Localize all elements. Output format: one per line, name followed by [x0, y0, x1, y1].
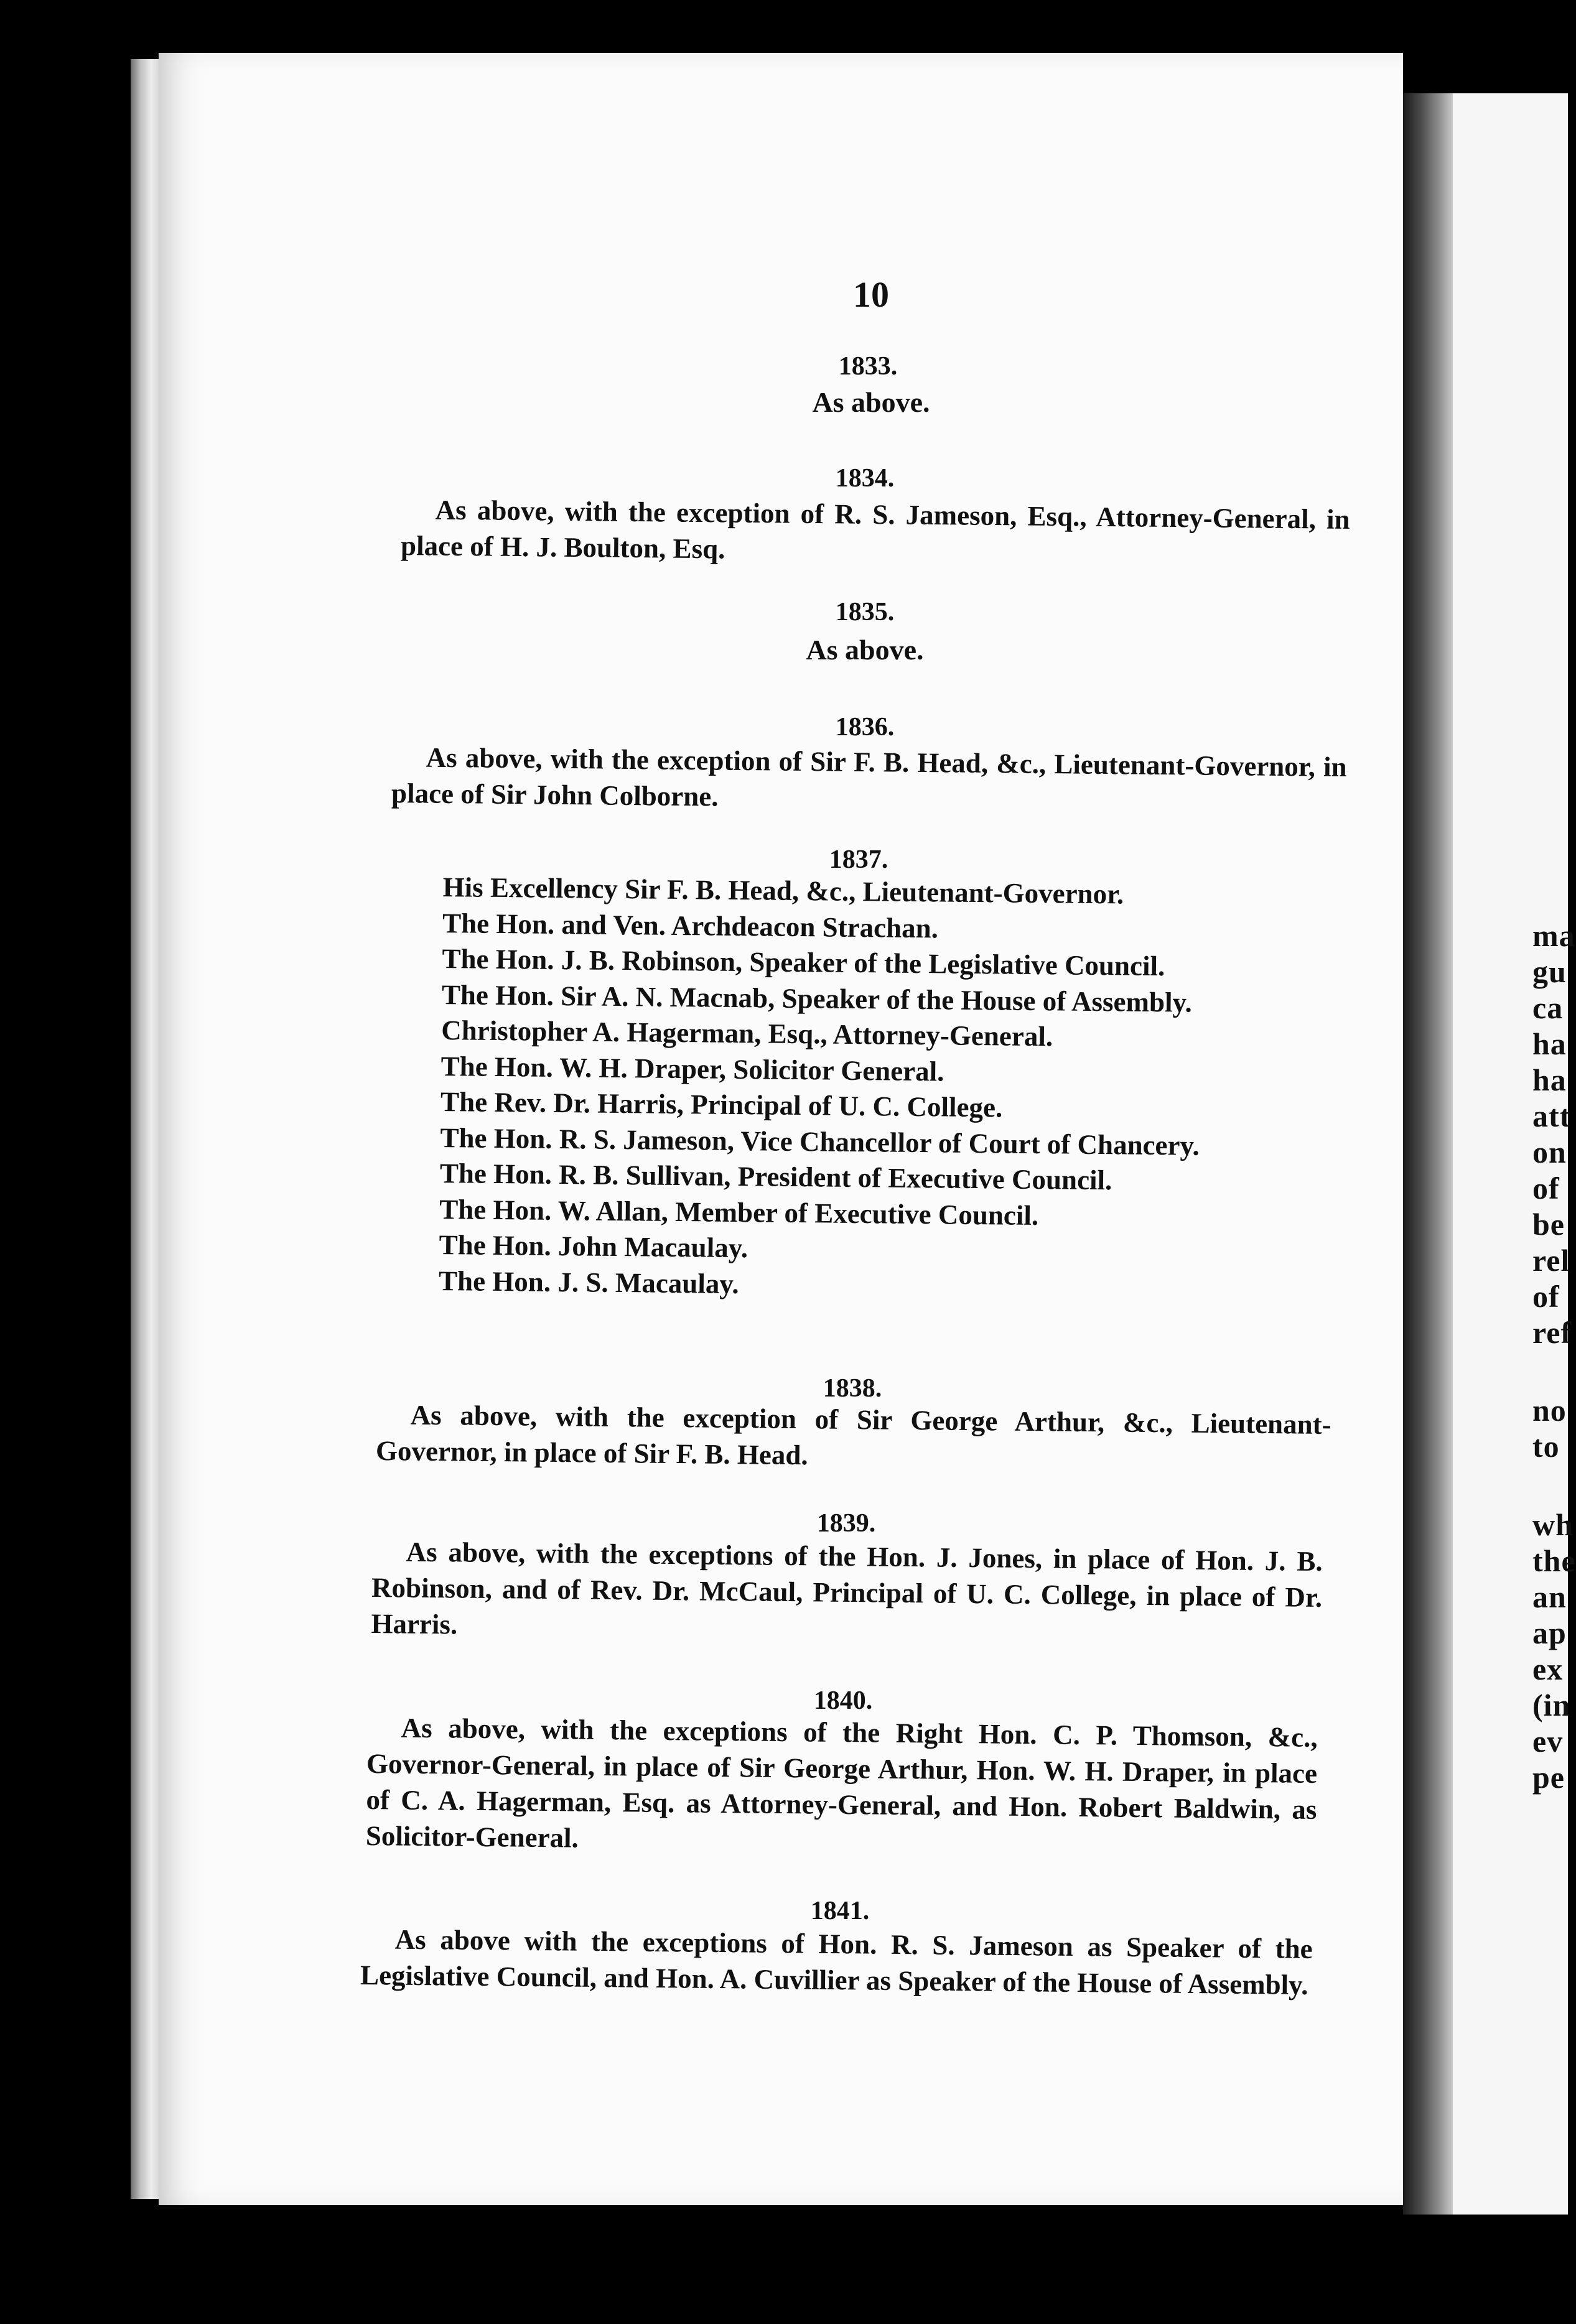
year-heading: 1836.	[835, 713, 895, 741]
year-heading: 1838.	[823, 1374, 882, 1403]
council-member: The Hon. R. S. Jameson, Vice Chancellor of Court of Chancery.	[440, 1122, 1200, 1161]
facing-page-fragment: to	[1532, 1429, 1560, 1464]
council-member: The Hon. W. H. Draper, Solicitor General.	[441, 1050, 944, 1087]
facing-page-fragment: the	[1532, 1543, 1576, 1578]
facing-page-fragment: ha	[1532, 1062, 1567, 1097]
council-member: The Hon. J. S. Macaulay.	[438, 1265, 739, 1299]
year-heading: 1841.	[810, 1897, 870, 1925]
facing-page-fragment: ex	[1532, 1652, 1564, 1686]
facing-page-fragment: gu	[1532, 954, 1567, 989]
facing-page-fragment: wh	[1532, 1507, 1574, 1542]
council-member: The Hon. John Macaulay.	[439, 1229, 748, 1264]
book-gutter	[1403, 93, 1453, 2215]
council-member: The Hon. J. B. Robinson, Speaker of the Legislative Council.	[442, 942, 1165, 982]
entry-text: As above.	[806, 634, 924, 666]
year-heading: 1839.	[816, 1509, 876, 1538]
entry-paragraph: As above with the exceptions of Hon. R. S. Jameson as Speaker of the Legislative Council, and Hon. A. Cuvillier as Speaker of the House of Assembly.	[360, 1923, 1313, 2001]
year-heading: 1834.	[835, 464, 895, 493]
entry-paragraph: As above, with the exception of R. S. Jameson, Esq., Attorney-General, in place of H. J. Boulton, Esq.	[400, 494, 1350, 565]
council-member: The Hon. Sir A. N. Macnab, Speaker of the House of Assembly.	[441, 978, 1193, 1018]
facing-page-fragment: no	[1532, 1393, 1567, 1428]
entry-paragraph: As above, with the exceptions of the Hon. J. Jones, in place of Hon. J. B. Robinson, and of Rev. Dr. McCaul, Principal of U. C. College, in place of Dr. Harris.	[371, 1536, 1323, 1640]
facing-page-fragment: of	[1532, 1279, 1560, 1314]
facing-page	[1453, 93, 1576, 2215]
year-heading: 1840.	[813, 1686, 873, 1715]
facing-page-fragment: of	[1532, 1171, 1560, 1206]
council-member-list	[439, 870, 1283, 1308]
council-member: His Excellency Sir F. B. Head, &c., Lieutenant-Governor.	[442, 871, 1124, 910]
year-heading: 1835.	[835, 598, 895, 626]
facing-page-fragment: rel	[1532, 1243, 1570, 1278]
year-heading: 1833.	[838, 352, 898, 381]
council-member: The Hon. and Ven. Archdeacon Strachan.	[442, 907, 939, 944]
year-heading: 1837.	[829, 845, 888, 874]
facing-page-fragment: pe	[1532, 1760, 1565, 1795]
council-member: The Rev. Dr. Harris, Principal of U. C. College.	[440, 1085, 1003, 1123]
entry-text: As above.	[812, 386, 930, 418]
facing-page-fragment: att	[1532, 1099, 1571, 1133]
facing-page-fragment: ca	[1532, 990, 1564, 1025]
entry-paragraph: As above, with the exception of Sir George Arthur, &c., Lieutenant-Governor, in place of Sir F. B. Head.	[375, 1399, 1331, 1471]
facing-page-fragment: (in	[1532, 1688, 1571, 1722]
facing-page-fragment: ma	[1532, 918, 1575, 953]
entry-paragraph: As above, with the exceptions of the Right Hon. C. P. Thomson, &c., Governor-General, in place of Sir George Arthur, Hon. W. H. Draper, in place of C. A. Hagerman, Esq. as Attorney-General, and Hon. Robert Baldwin, as Solicitor-General.	[365, 1712, 1318, 1854]
facing-page-fragment: be	[1532, 1207, 1565, 1242]
facing-page-fragment: ap	[1532, 1615, 1567, 1650]
facing-page-fragment: ref	[1532, 1315, 1572, 1350]
facing-page-fragment: ev	[1532, 1724, 1564, 1759]
council-member: The Hon. W. Allan, Member of Executive Council.	[439, 1193, 1039, 1231]
entry-paragraph: As above, with the exception of Sir F. B. Head, &c., Lieutenant-Governor, in place of Sir John Colborne.	[391, 741, 1347, 812]
council-member: The Hon. R. B. Sullivan, President of Executive Council.	[439, 1157, 1112, 1196]
facing-page-fragment: ha	[1532, 1026, 1567, 1061]
council-member: Christopher A. Hagerman, Esq., Attorney-General.	[441, 1014, 1053, 1053]
page-number: 10	[853, 274, 889, 315]
facing-page-fragment: on	[1532, 1135, 1567, 1169]
facing-page-fragment: an	[1532, 1579, 1567, 1614]
